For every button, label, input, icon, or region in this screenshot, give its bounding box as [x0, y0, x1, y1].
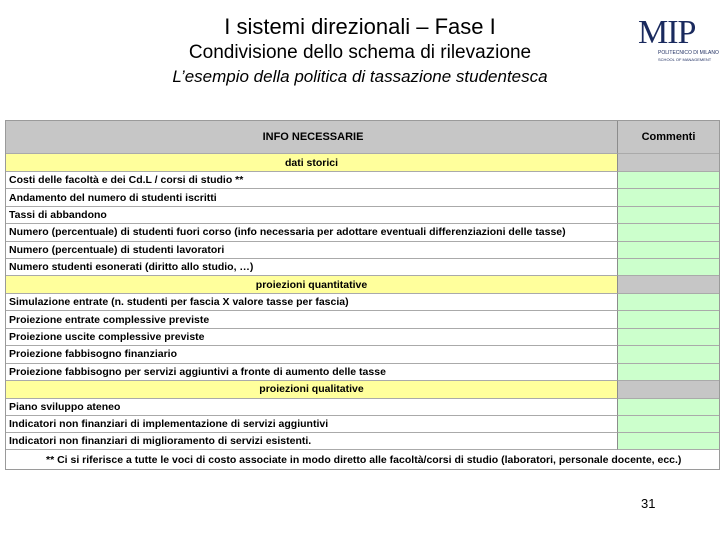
row-label: Simulazione entrate (n. studenti per fascia X valore tasse per fascia): [6, 294, 618, 311]
table-row: [6, 259, 719, 276]
comment-cell[interactable]: [618, 224, 719, 241]
row-label: Indicatori non finanziari di implementazione di servizi aggiuntivi: [6, 416, 618, 433]
comment-cell[interactable]: [618, 364, 719, 381]
logo-text: MIP: [638, 14, 696, 51]
header-info-necessarie: INFO NECESSARIE: [6, 121, 618, 154]
section-row-dati-storici: [6, 154, 719, 172]
logo-subtitle-2: SCHOOL OF MANAGEMENT: [658, 57, 712, 62]
section-row-proiezioni-quantitative: [6, 276, 719, 294]
section-title: proiezioni quantitative: [6, 276, 618, 294]
comment-cell[interactable]: [618, 311, 719, 328]
comment-cell[interactable]: [618, 433, 719, 450]
row-label: Proiezione fabbisogno per servizi aggiuntivi a fronte di aumento delle tasse: [6, 364, 618, 381]
table-row: [6, 416, 719, 433]
table-row: [6, 189, 719, 206]
row-label: Indicatori non finanziari di miglioramento di servizi esistenti.: [6, 433, 618, 450]
comment-cell[interactable]: [618, 346, 719, 363]
comment-cell[interactable]: [618, 294, 719, 311]
row-label: Costi delle facoltà e dei Cd.L / corsi di studio **: [6, 172, 618, 189]
comment-cell[interactable]: [618, 329, 719, 346]
table-row: [6, 311, 719, 328]
section-title: dati storici: [6, 154, 618, 172]
row-label: Andamento del numero di studenti iscritti: [6, 189, 618, 206]
logo-subtitle-1: POLITECNICO DI MILANO: [658, 50, 719, 56]
table-row: [6, 242, 719, 259]
row-label: Numero studenti esonerati (diritto allo studio, …): [6, 259, 618, 276]
info-table: [5, 120, 720, 470]
table-row: [6, 364, 719, 381]
comment-cell[interactable]: [618, 416, 719, 433]
table-row: [6, 224, 719, 241]
comment-cell[interactable]: [618, 259, 719, 276]
row-label: Piano sviluppo ateneo: [6, 399, 618, 416]
section-comment-cell: [618, 381, 719, 399]
slide-example-caption: L’esempio della politica di tassazione studentesca: [172, 67, 548, 86]
page-number: 31: [641, 496, 656, 511]
table-row: [6, 433, 719, 450]
slide-title: I sistemi direzionali – Fase I: [224, 14, 496, 39]
section-row-proiezioni-qualitative: [6, 381, 719, 399]
slide-subtitle: Condivisione dello schema di rilevazione: [188, 42, 532, 63]
comment-cell[interactable]: [618, 189, 719, 206]
row-label: Proiezione entrate complessive previste: [6, 311, 618, 328]
table-row: [6, 207, 719, 224]
row-label: Tassi di abbandono: [6, 207, 618, 224]
section-comment-cell: [618, 154, 719, 172]
comment-cell[interactable]: [618, 242, 719, 259]
table-header-row: [6, 121, 719, 154]
row-label: Proiezione fabbisogno finanziario: [6, 346, 618, 363]
row-label: Proiezione uscite complessive previste: [6, 329, 618, 346]
section-title: proiezioni qualitative: [6, 381, 618, 399]
comment-cell[interactable]: [618, 172, 719, 189]
table-row: [6, 346, 719, 363]
table-footnote: ** Ci si riferisce a tutte le voci di costo associate in modo diretto alle facoltà/corsi di studio (laboratori, personale docente, ecc.): [6, 450, 719, 469]
section-comment-cell: [618, 276, 719, 294]
comment-cell[interactable]: [618, 207, 719, 224]
row-label: Numero (percentuale) di studenti lavoratori: [6, 242, 618, 259]
table-row: [6, 399, 719, 416]
row-label: Numero (percentuale) di studenti fuori corso (info necessaria per adottare eventuali differenziazioni delle tasse): [6, 224, 618, 241]
header-commenti: Commenti: [618, 121, 719, 154]
comment-cell[interactable]: [618, 399, 719, 416]
table-row: [6, 172, 719, 189]
table-row: [6, 294, 719, 311]
table-row: [6, 329, 719, 346]
mip-logo: [636, 16, 718, 62]
